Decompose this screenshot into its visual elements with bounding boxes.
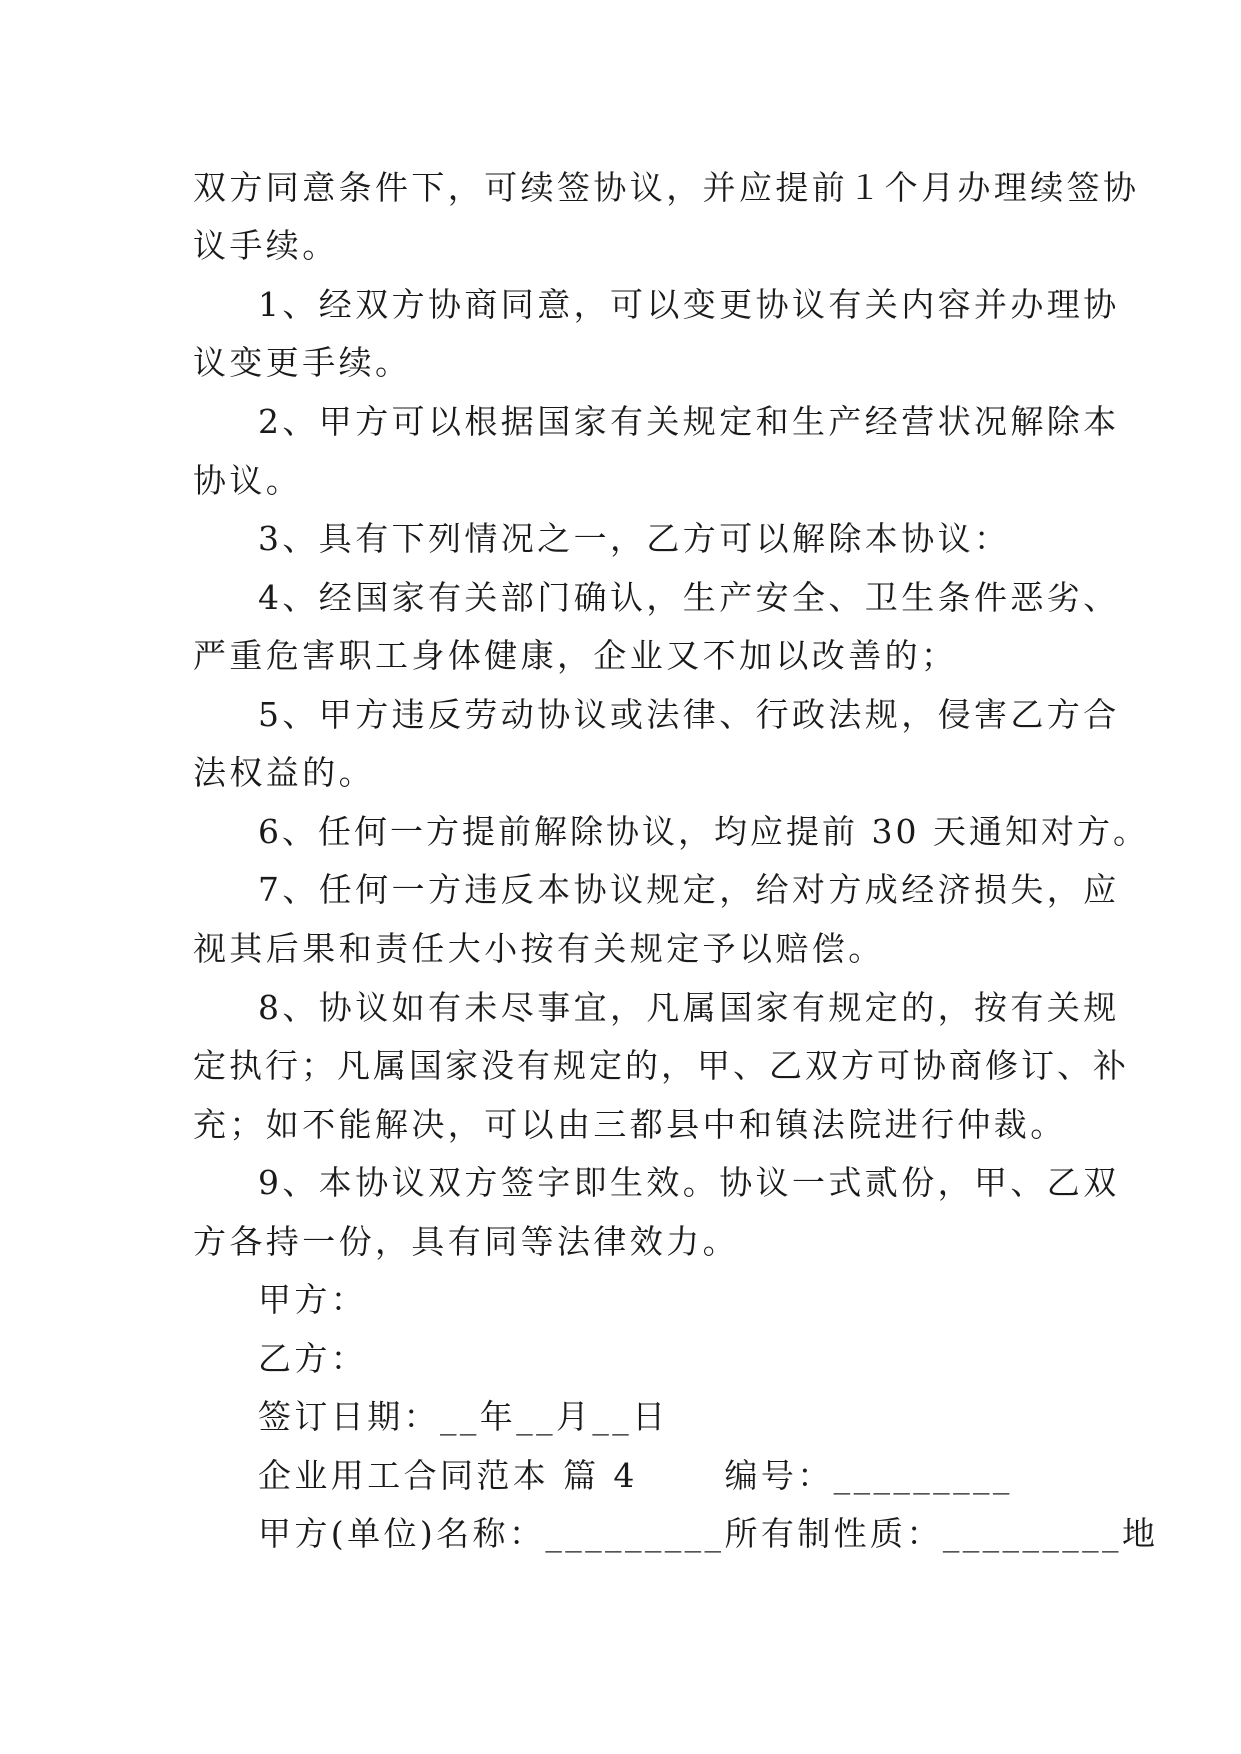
signing-date: 签订日期：__年__月__日 (258, 1397, 669, 1436)
clause-4-cont: 严重危害职工身体健康，企业又不加以改善的； (193, 636, 958, 675)
paragraph-line-renewal: 双方同意条件下，可续签协议，并应提前１个月办理续签协 (193, 168, 1140, 207)
clause-8: 8、协议如有未尽事宜，凡属国家有规定的，按有关规 (258, 988, 1120, 1027)
clause-8-cont-2: 充；如不能解决，可以由三都县中和镇法院进行仲裁。 (193, 1105, 1067, 1144)
clause-7-cont: 视其后果和责任大小按有关规定予以赔偿。 (193, 929, 885, 968)
clause-6: 6、任何一方提前解除协议，均应提前 30 天通知对方。 (258, 812, 1149, 851)
clause-1: 1、经双方协商同意，可以变更协议有关内容并办理协 (258, 285, 1120, 324)
clause-7: 7、任何一方违反本协议规定，给对方成经济损失，应 (258, 870, 1120, 909)
clause-5: 5、甲方违反劳动协议或法律、行政法规，侵害乙方合 (258, 695, 1120, 734)
paragraph-line-renewal-cont: 议手续。 (193, 226, 339, 265)
clause-8-cont-1: 定执行；凡属国家没有规定的，甲、乙双方可协商修订、补 (193, 1046, 1129, 1085)
party-a-signature: 甲方： (258, 1280, 368, 1319)
clause-2-cont: 协议。 (193, 461, 303, 500)
party-b-signature: 乙方： (258, 1339, 368, 1378)
clause-4: 4、经国家有关部门确认，生产安全、卫生条件恶劣、 (258, 578, 1120, 617)
clause-9: 9、本协议双方签字即生效。协议一式贰份，甲、乙双 (258, 1163, 1120, 1202)
template-heading: 企业用工合同范本 篇 4 编号：_________ (258, 1456, 1013, 1495)
clause-3: 3、具有下列情况之一，乙方可以解除本协议： (258, 519, 1011, 558)
clause-5-cont: 法权益的。 (193, 753, 375, 792)
clause-1-cont: 议变更手续。 (193, 343, 412, 382)
clause-9-cont: 方各持一份，具有同等法律效力。 (193, 1222, 739, 1261)
party-a-name-field: 甲方(单位)名称：_________所有制性质：_________地 (258, 1514, 1159, 1553)
clause-2: 2、甲方可以根据国家有关规定和生产经营状况解除本 (258, 402, 1120, 441)
